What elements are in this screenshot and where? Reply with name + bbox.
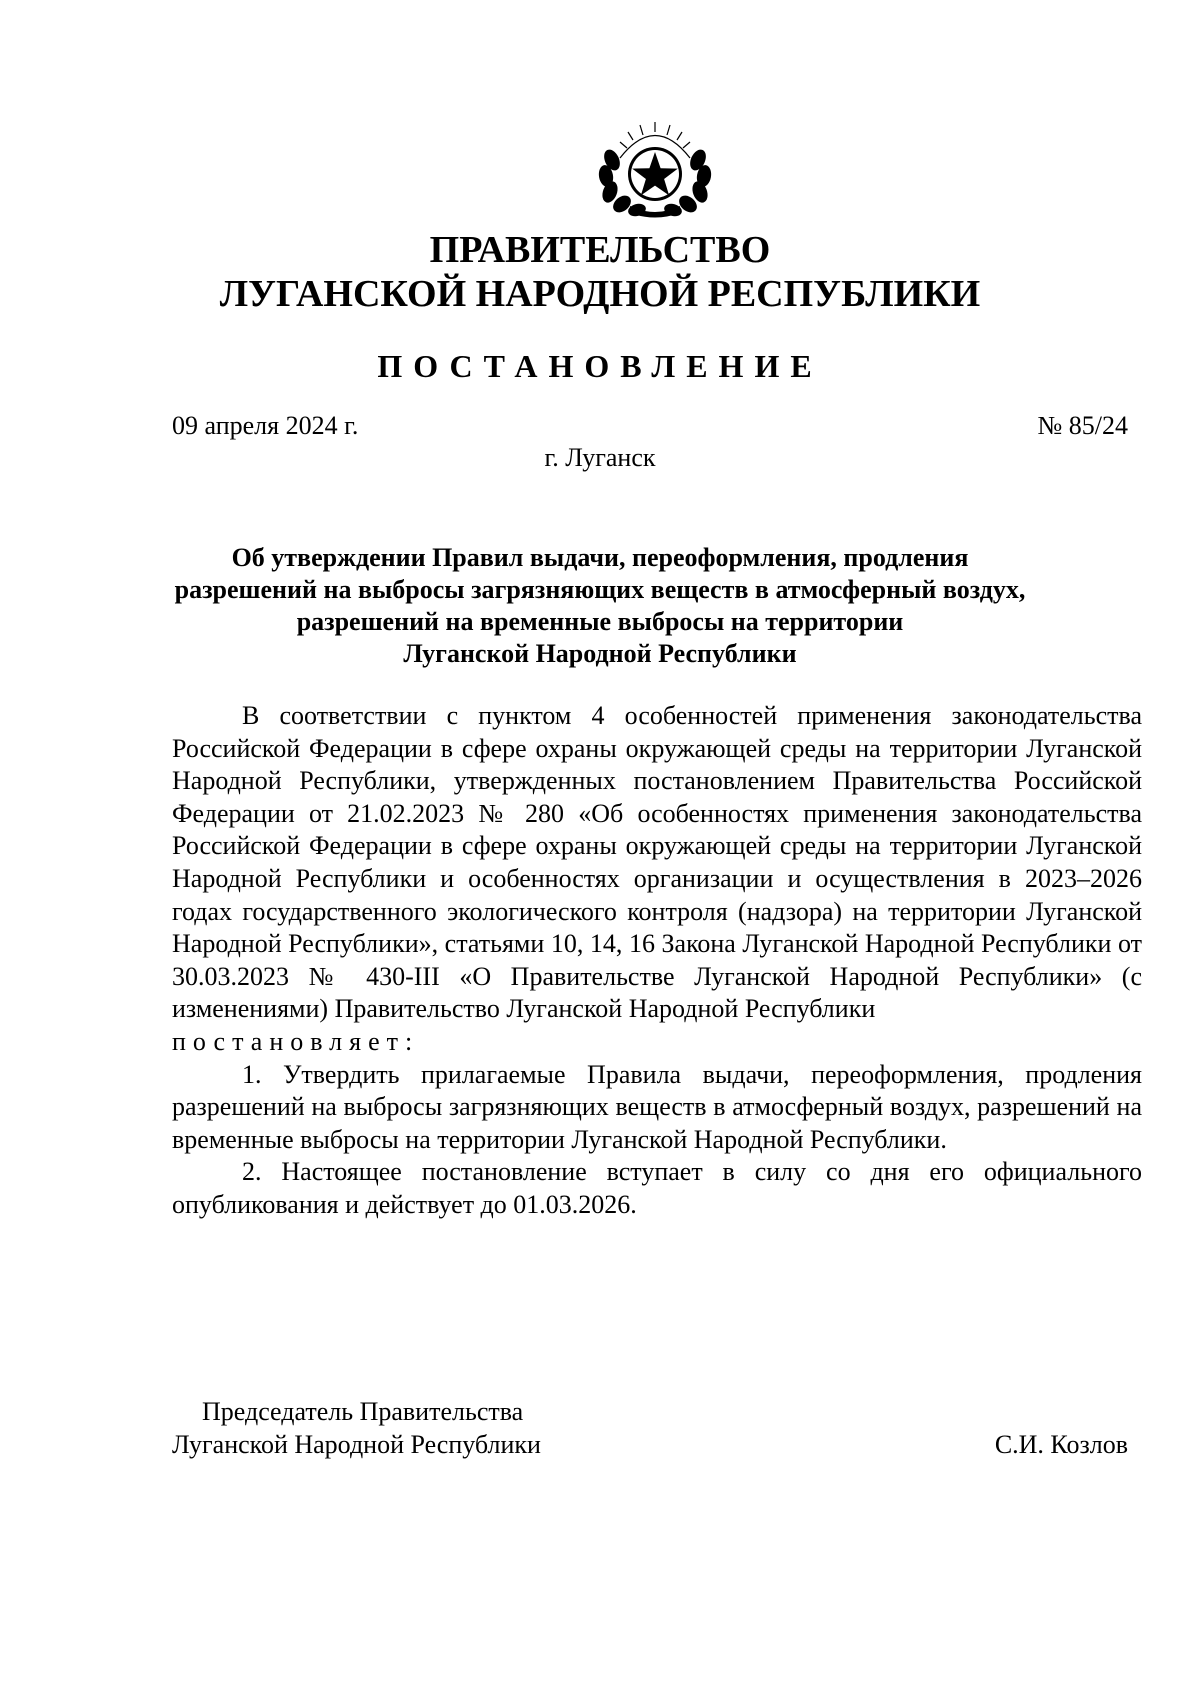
document-type: ПОСТАНОВЛЕНИЕ (377, 348, 823, 384)
lnr-coat-of-arms-icon (590, 118, 720, 218)
government-title-line2: ЛУГАНСКОЙ НАРОДНОЙ РЕСПУБЛИКИ (219, 273, 981, 315)
document-body (172, 700, 1142, 1222)
document-subject (150, 542, 1050, 670)
subject-line: разрешений на временные выбросы на территории (296, 607, 904, 636)
document-city: г. Луганск (544, 443, 656, 472)
signatory-position-line2: Луганской Народной Республики (172, 1430, 541, 1459)
decrees-word: постановляет: (172, 1026, 420, 1056)
signatory-position-line1: Председатель Правительства (202, 1397, 524, 1426)
government-title-line1: ПРАВИТЕЛЬСТВО (429, 229, 771, 271)
document-number: № 85/24 (1037, 411, 1128, 440)
signatory-name: С.И. Козлов (994, 1430, 1128, 1459)
subject-line: разрешений на выбросы загрязняющих веществ в атмосферный воздух, (174, 575, 1026, 604)
subject-line: Луганской Народной Республики (403, 639, 797, 668)
decree-item-2: 2. Настоящее постановление вступает в силу со дня его официального опубликования и действует до 01.03.2026. (172, 1157, 1142, 1219)
document-date: 09 апреля 2024 г. (172, 411, 359, 440)
subject-line: Об утверждении Правил выдачи, переоформления, продления (231, 543, 969, 572)
decree-item-1: 1. Утвердить прилагаемые Правила выдачи, переоформления, продления разрешений на выбросы загрязняющих веществ в атмосферный воздух, разрешений на временные выбросы на территории Луганской Народной Республики. (172, 1059, 1142, 1154)
preamble-paragraph: В соответствии с пунктом 4 особенностей применения законодательства Российской Федерации в сфере охраны окружающей среды на территории Луганской Народной Республики, утвержденных постановлением Правительства Российской Федерации от 21.02.2023 № 280 «Об особенностях применения законодательства Российской Федерации в сфере охраны окружающей среды на территории Луганской Народной Республики и особенностях организации и осуществления в 2023–2026 годах государственного экологического контроля (надзора) на территории Луганской Народной Республики», статьями 10, 14, 16 Закона Луганской Народной Республики от 30.03.2023 № 430-III «О Правительстве Луганской Народной Республики» (с изменениями) Правительство Луганской Народной Республики (172, 701, 1142, 1024)
